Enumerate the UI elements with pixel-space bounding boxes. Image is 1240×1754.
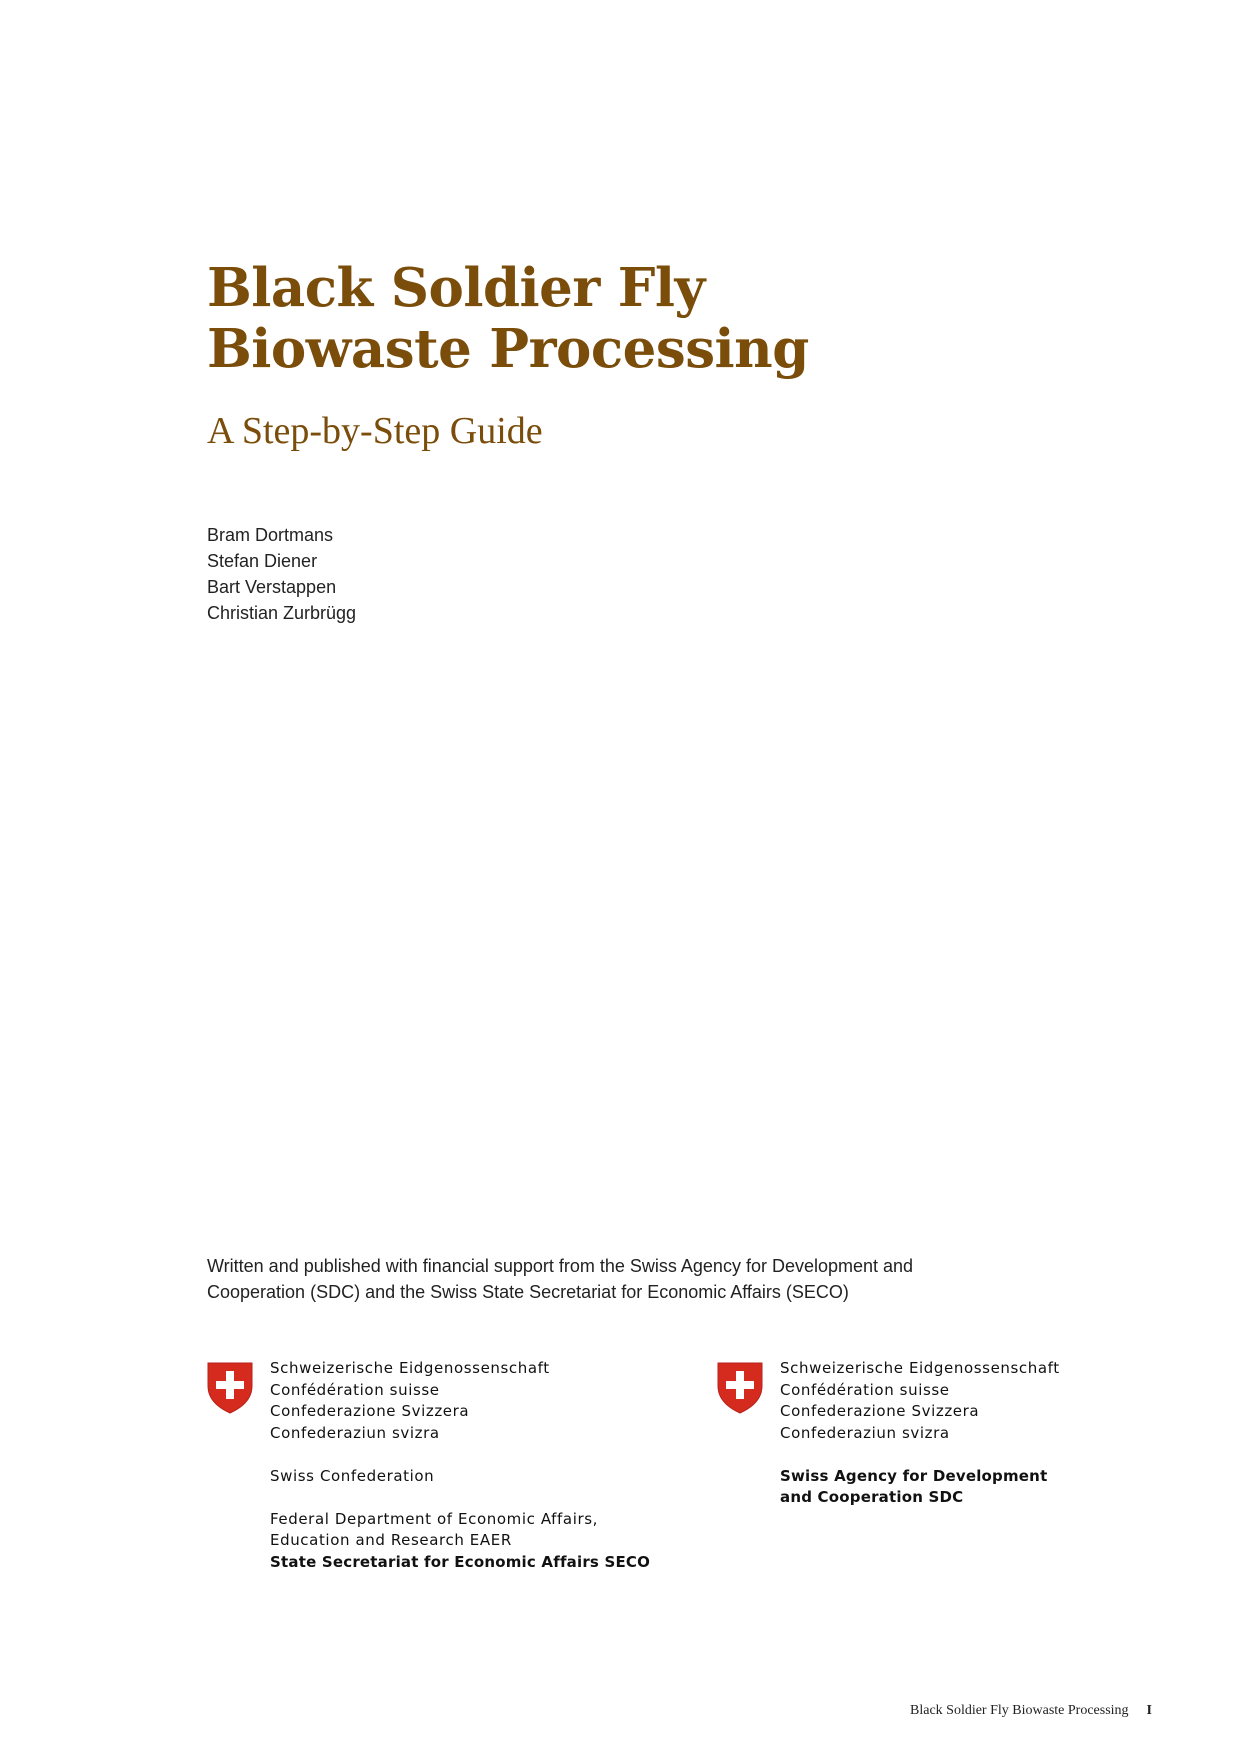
author-name: Christian Zurbrügg	[207, 603, 357, 623]
author-name: Stefan Diener	[207, 551, 318, 571]
document-title	[207, 258, 1027, 380]
logo-language-line: Confederazione Svizzera	[270, 1402, 470, 1420]
logo-language-line: Schweizerische Eidgenossenschaft	[270, 1359, 550, 1377]
document-subtitle: A Step-by-Step Guide	[207, 410, 543, 452]
sdc-logo-text	[780, 1358, 1060, 1509]
author-list	[207, 522, 356, 626]
logo-department-line: Education and Research EAER	[270, 1531, 512, 1549]
page-footer	[910, 1702, 1152, 1720]
title-line-2: Biowaste Processing	[207, 318, 809, 380]
page-number: I	[1146, 1703, 1152, 1718]
logo-agency-line: Swiss Agency for Development	[780, 1466, 1048, 1485]
logo-language-line: Confédération suisse	[270, 1380, 440, 1399]
logo-language-line: Confederaziun svizra	[270, 1423, 440, 1442]
running-title: Black Soldier Fly Biowaste Processing	[910, 1703, 1129, 1718]
logo-agency-line: and Cooperation SDC	[780, 1488, 964, 1506]
funding-statement: Written and published with financial support from the Swiss Agency for Development and Cooperation (SDC) and the Swiss State Secretariat for Economic Affairs (SECO)	[207, 1256, 914, 1302]
swiss-coat-of-arms-icon	[207, 1362, 253, 1414]
logo-language-line: Confederaziun svizra	[780, 1423, 950, 1442]
logo-language-line: Confédération suisse	[780, 1380, 950, 1399]
seco-logo-text	[270, 1358, 650, 1573]
logo-agency-line: State Secretariat for Economic Affairs SECO	[270, 1552, 651, 1571]
author-name: Bart Verstappen	[207, 577, 337, 597]
swiss-coat-of-arms-icon	[717, 1362, 763, 1414]
title-line-1: Black Soldier Fly	[207, 257, 705, 319]
logo-department-line: Federal Department of Economic Affairs,	[270, 1509, 599, 1528]
logo-language-line: Confederazione Svizzera	[780, 1402, 980, 1420]
author-name: Bram Dortmans	[207, 525, 334, 545]
logo-language-line: Schweizerische Eidgenossenschaft	[780, 1359, 1060, 1377]
logo-confederation-line: Swiss Confederation	[270, 1466, 435, 1485]
